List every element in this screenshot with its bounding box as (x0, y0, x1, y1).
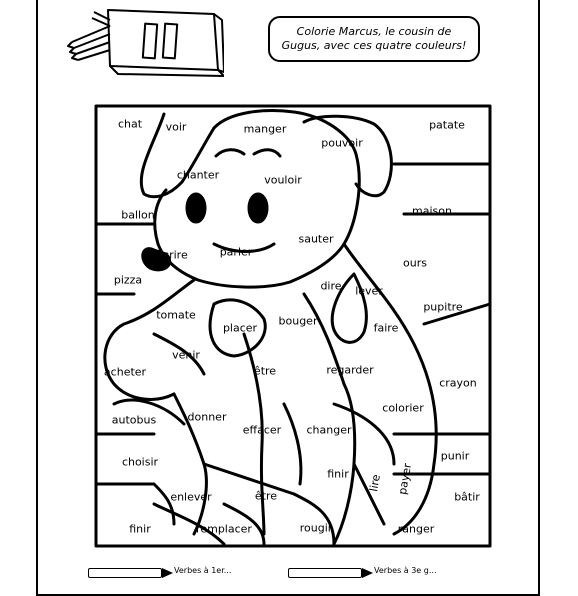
word-changer: changer (306, 423, 352, 437)
word-payer: payer (395, 462, 415, 496)
word-vouloir: vouloir (264, 173, 302, 187)
word-finir-2: finir (129, 522, 151, 536)
word-lire: lire (367, 473, 383, 493)
word-ours: ours (403, 256, 427, 270)
word-manger: manger (243, 122, 287, 136)
word-bouger: bouger (278, 314, 318, 328)
word-enlever: enlever (170, 490, 212, 504)
word-ecrire: écrire (156, 248, 188, 262)
speech-bubble (268, 16, 480, 62)
word-faire: faire (373, 321, 399, 335)
word-maison: maison (412, 204, 452, 218)
coloring-picture (94, 104, 492, 548)
word-chanter: chanter (176, 168, 220, 182)
word-parler: parler (219, 245, 253, 259)
word-pupitre: pupitre (423, 300, 463, 314)
word-placer: placer (222, 321, 258, 335)
word-effacer: effacer (242, 423, 282, 437)
word-voir: voir (165, 120, 187, 134)
word-regarder: regarder (326, 363, 374, 377)
word-ranger: ranger (397, 522, 435, 536)
legend-text-1: Verbes à 1er... (174, 566, 232, 575)
crayon-box-icon (64, 0, 224, 80)
word-venir: venir (172, 348, 200, 362)
word-colorier: colorier (382, 401, 424, 415)
legend-text-2: Verbes à 3e g... (374, 566, 437, 575)
word-crayon: crayon (439, 376, 477, 390)
word-batir: bâtir (454, 490, 480, 504)
word-lever: lever (355, 284, 383, 298)
word-etre-2: être (254, 489, 278, 503)
word-tomate: tomate (156, 308, 196, 322)
word-rougir: rougir (299, 521, 333, 535)
word-pizza: pizza (113, 273, 143, 287)
word-chat: chat (117, 117, 143, 131)
speech-line-2: Gugus, avec ces quatre couleurs! (281, 39, 467, 52)
word-pouvoir: pouvoir (321, 136, 363, 150)
word-acheter: acheter (103, 365, 147, 379)
crayon-icon (288, 568, 362, 578)
speech-line-1: Colorie Marcus, le cousin de (296, 25, 452, 38)
word-punir: punir (440, 449, 470, 463)
word-sauter: sauter (298, 232, 334, 246)
word-patate: patate (429, 118, 465, 132)
word-remplacer: remplacer (196, 522, 252, 536)
word-autobus: autobus (111, 413, 157, 427)
word-finir-1: finir (327, 467, 349, 481)
crayon-icon (88, 568, 162, 578)
word-dire: dire (320, 279, 342, 293)
word-etre-1: être (253, 364, 277, 378)
word-donner: donner (187, 410, 227, 424)
word-ballon: ballon (121, 208, 155, 222)
word-choisir: choisir (121, 455, 159, 469)
